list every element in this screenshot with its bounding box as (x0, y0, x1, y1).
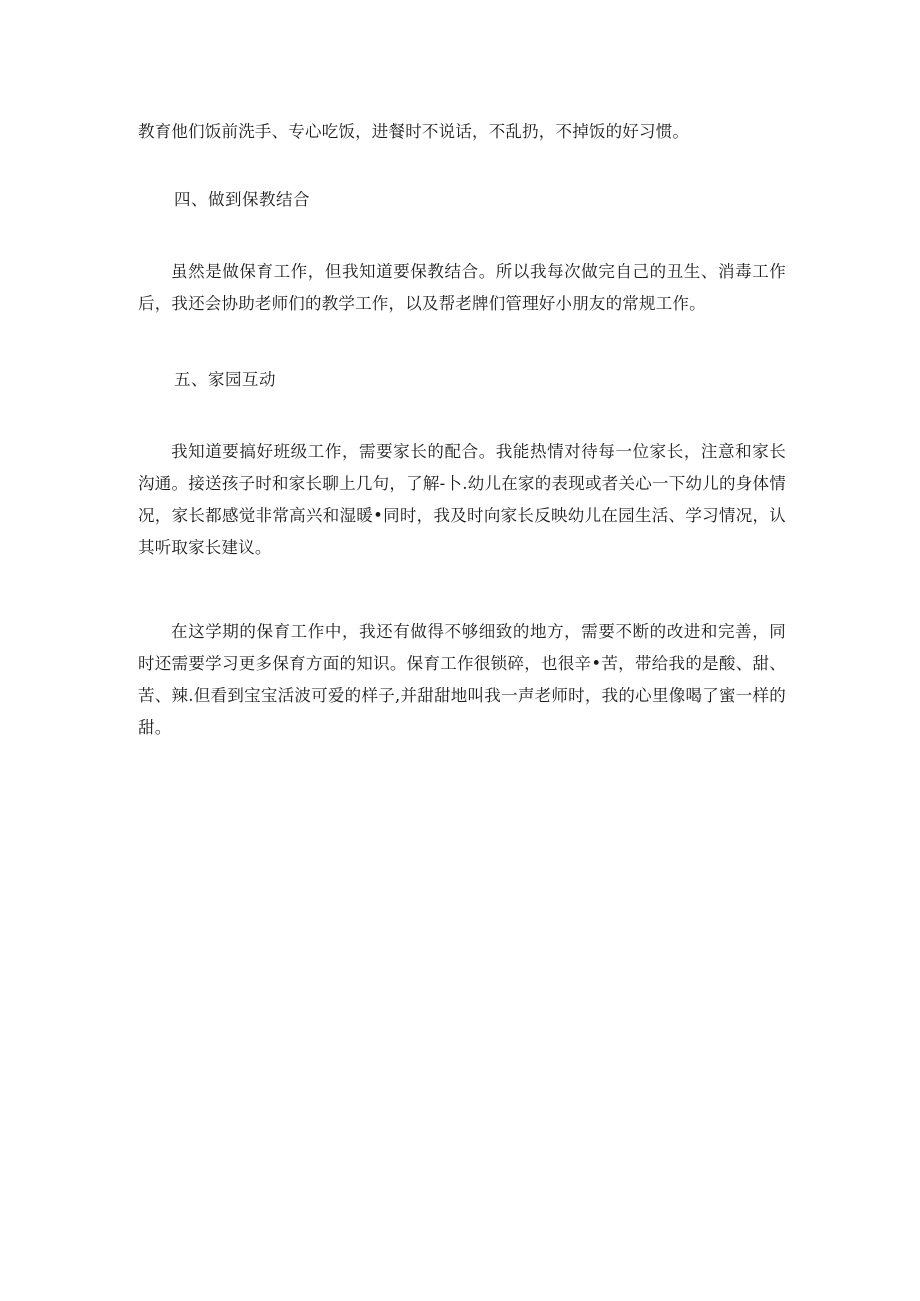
paragraph-education-care: 虽然是做保育工作，但我知道要保教结合。所以我每次做完自己的丑生、消毒工作后，我还会协助老师们的教学工作，以及帮老牌们管理好小朋友的常规工作。 (138, 262, 786, 313)
paragraph-conclusion: 在这学期的保育工作中，我还有做得不够细致的地方，需要不断的改进和完善，同时还需要学习更多保育方面的知识。保育工作很锁碎，也很辛•苦，带给我的是酸、甜、苦、辣.但看到宝宝活波可爱的样子,并甜甜地叫我一声老师时，我的心里像喝了蜜一样的甜。 (138, 622, 786, 737)
paragraph-home-school: 我知道要搞好班级工作，需要家长的配合。我能热情对待每一位家长，注意和家长沟通。接送孩子时和家长聊上几句，了解-卜.幼儿在家的表现或者关心一下幼儿的身体情况，家长都感觉非常高兴和湿暖•同时，我及时向家长反映幼儿在园生活、学习情况，认其听取家长建议。 (138, 442, 786, 557)
section-heading-4: 四、做到保教结合 (174, 190, 310, 209)
paragraph-habits: 教育他们饭前洗手、专心吃饭，进餐时不说话，不乱扔，不掉饭的好习惯。 (138, 122, 690, 141)
section-heading-5: 五、家园互动 (174, 370, 276, 389)
